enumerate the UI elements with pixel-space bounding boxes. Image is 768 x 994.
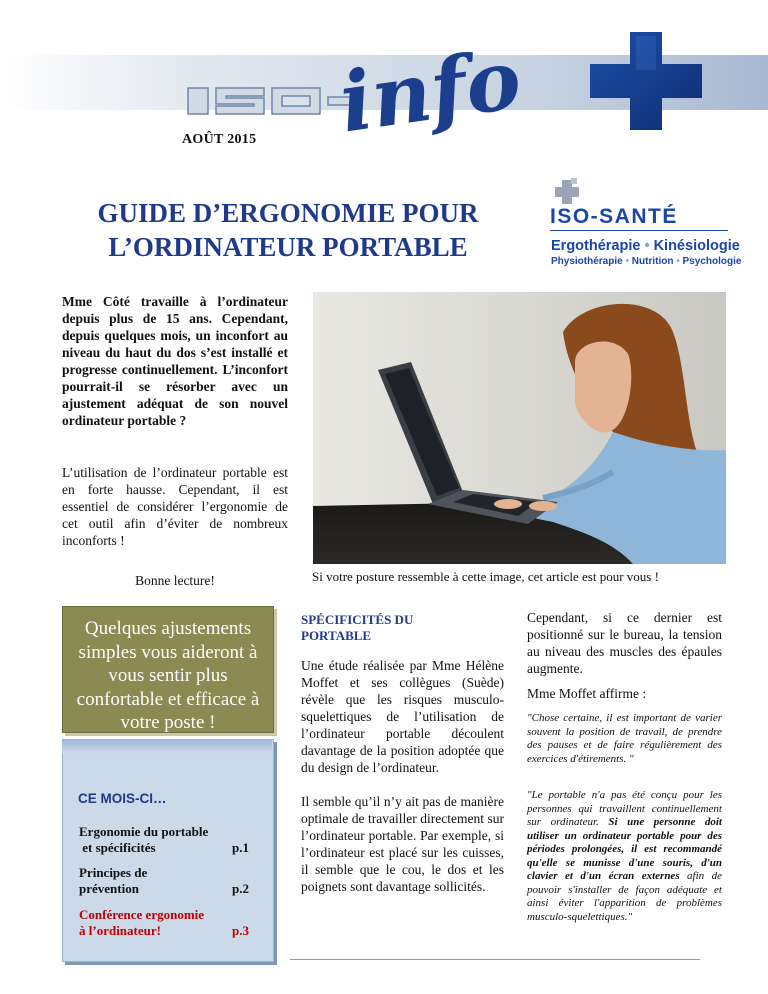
quote-1: "Chose certaine, il est important de varier souvent la position de travail, de prendre des pauses et de faire régulièrement des exercices d'étirements. " [527,712,722,765]
issue-date: AOÛT 2015 [182,132,257,147]
svg-text:info: info [334,31,527,152]
newsletter-banner [0,0,768,165]
cross-icon [555,178,579,204]
toc-heading: CE MOIS-CI… [78,791,167,806]
section-heading: SPÉCIFICITÉS DU PORTABLE [301,612,414,643]
brand-services-1: Ergothérapie • Kinésiologie [551,238,740,254]
toc-item-ergonomie[interactable]: Ergonomie du portable et spécificités p.1 [79,824,249,855]
brand-name: ISO-SANTÉ [550,205,678,228]
toc-page-number: p.1 [232,840,249,855]
article-paragraph-3: Cependant, si ce dernier est positionné sur le bureau, la tension au niveau des muscles des épaules augmente. [527,610,722,676]
photo-caption: Si votre posture ressemble à cette image, cet article est pour vous ! [312,569,659,584]
intro-lead: Mme Côté travaille à l’ordinateur depuis plus de 15 ans. Cependant, depuis quelques mois, un inconfort au niveau du haut du dos s’est installé et progresse continuellement. L’inconfort pourrait-il se résorber avec un ajustement adéquat de son nouvel ordinateur portable ? [62,294,288,428]
intro-paragraph: L’utilisation de l’ordinateur portable est en forte hausse. Cependant, il est essentiel de considérer l’ergonomie de cet outil afin d’éviter de nombreux inconforts ! [62,465,288,548]
quote-2: "Le portable n'a pas été conçu pour les personnes qui travaillent continuellement sur ordinateur. Si une personne doit utiliser un ordinateur portable pour des périodes prolongées, il est recommandé qu'elle se munisse d'une souris, d'un clavier et d'un écran externes afin de pouvoir s'installer de façon adéquate et ainsi éviter l'apparition de problèmes musculo-squelettiques." [527,789,722,923]
footer-divider [290,959,700,960]
title-line-2: L’ORDINATEUR PORTABLE [108,232,468,262]
title-line-1: GUIDE D’ERGONOMIE POUR [97,198,479,228]
quote-intro: Mme Moffet affirme : [527,686,647,701]
intro-closing: Bonne lecture! [135,573,215,588]
page-title [48,196,528,264]
article-paragraph-1: Une étude réalisée par Mme Hélène Moffet et ses collègues (Suède) révèle que les risques musculo-squelettiques de l’utilisation de l’ordinateur portable découlent davantage de la position adoptée que du design de l’ordinateur. [301,658,504,775]
article-paragraph-2: Il semble qu’il n’y ait pas de manière optimale de travailler directement sur l’ordinateur portable. Par exemple, si l’ordinateur est placé sur les cuisses, il semble que le cou, le dos et les poignets sont davantage sollicités. [301,794,504,894]
highlight-text: Quelques ajustements simples vous aideront à vous sentir plus confortable et efficace à votre poste ! [76,618,260,733]
toc-box-header-bar [62,739,272,753]
toc-item-prevention[interactable]: Principes de prévention p.2 [79,865,249,896]
toc-item-conference[interactable]: Conférence ergonomie à l’ordinateur! p.3 [79,907,249,938]
brand-services-2: Physiothérapie • Nutrition • Psychologie [551,256,742,267]
woman-laptop-photo [313,292,726,564]
toc-page-number: p.3 [232,923,249,938]
toc-page-number: p.2 [232,881,249,896]
